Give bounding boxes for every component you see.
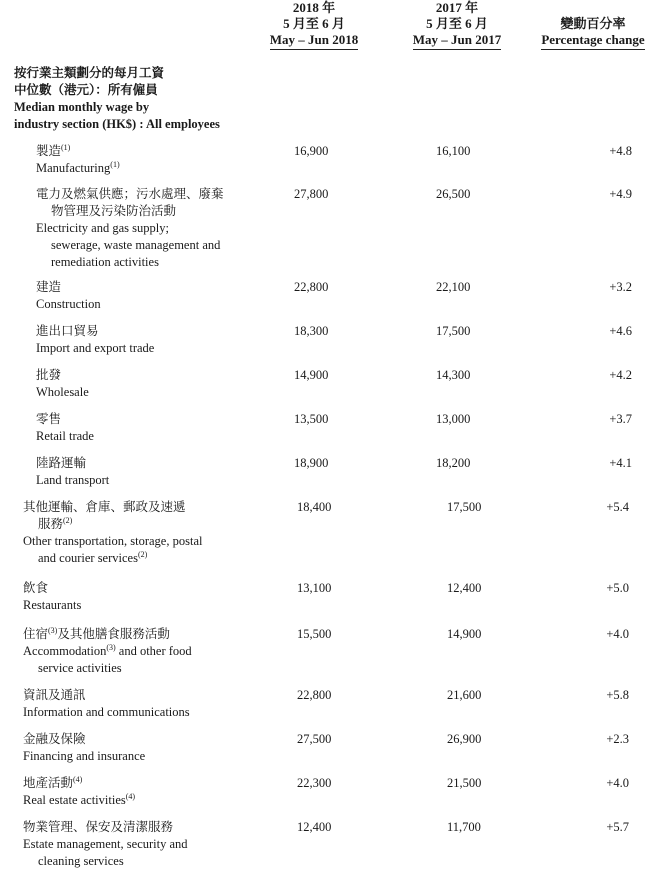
section-title-line: Median monthly wage by — [14, 100, 150, 114]
value-2017: 11,700 — [447, 820, 481, 834]
header-2017-months: 5 月至 6 月 — [426, 16, 488, 31]
row-label-en: Estate management, security and — [23, 837, 188, 851]
row-label-en: Electricity and gas supply; — [36, 221, 169, 235]
percentage-change: +3.7 — [609, 412, 632, 426]
row-label-en: Retail trade — [36, 429, 94, 443]
row-label-en: and courier services — [38, 551, 138, 565]
row-label-en: Land transport — [36, 473, 110, 487]
row-label-zh: 地產活動 — [23, 776, 74, 790]
value-2017: 17,500 — [447, 500, 482, 514]
value-2018: 18,900 — [294, 456, 329, 470]
header-2017-english: May – Jun 2017 — [413, 32, 501, 50]
row-label-en: Restaurants — [23, 598, 82, 612]
row-label-zh: 物業管理、保安及清潔服務 — [23, 820, 174, 834]
section-title-line: 按行業主類劃分的每月工資 — [14, 66, 165, 80]
row-label-en: Accommodation — [23, 644, 107, 658]
header-2018-english: May – Jun 2018 — [270, 32, 358, 50]
row-label-zh: 飲食 — [23, 581, 49, 595]
value-2018: 16,900 — [294, 144, 329, 158]
value-2017: 17,500 — [436, 324, 471, 338]
percentage-change: +5.7 — [606, 820, 629, 834]
footnote-marker: (3) — [106, 642, 116, 652]
section-title-line: industry section (HK$) : All employees — [14, 117, 220, 131]
value-2018: 14,900 — [294, 368, 329, 382]
value-2018: 13,100 — [297, 581, 332, 595]
column-header-percentage — [530, 16, 656, 50]
value-2017: 16,100 — [436, 144, 471, 158]
percentage-change: +4.8 — [609, 144, 632, 158]
percentage-change: +4.0 — [606, 627, 629, 641]
row-label-en: cleaning services — [38, 854, 124, 868]
footnote-marker: (1) — [61, 142, 71, 152]
percentage-change: +3.2 — [609, 280, 632, 294]
value-2017: 21,500 — [447, 776, 482, 790]
value-2018: 27,500 — [297, 732, 332, 746]
header-2017-year: 2017 年 — [435, 0, 479, 15]
row-label-en: remediation activities — [51, 255, 159, 269]
header-2018-year: 2018 年 — [292, 0, 336, 15]
row-label-en: Import and export trade — [36, 341, 155, 355]
header-pct-english: Percentage change — [541, 32, 644, 50]
column-header-2017 — [394, 0, 520, 50]
row-label-zh: 零售 — [36, 412, 62, 426]
footnote-marker: (2) — [137, 549, 148, 559]
header-2018-months: 5 月至 6 月 — [283, 16, 345, 31]
row-label-en: and other food — [115, 644, 192, 658]
value-2018: 27,800 — [294, 187, 329, 201]
row-label-zh: 陸路運輸 — [36, 456, 87, 470]
row-label-en: Real estate activities — [23, 793, 126, 807]
percentage-change: +4.1 — [609, 456, 632, 470]
value-2018: 12,400 — [297, 820, 332, 834]
row-label-zh: 物管理及污染防治活動 — [51, 204, 177, 218]
value-2018: 18,400 — [297, 500, 332, 514]
value-2017: 21,600 — [447, 688, 482, 702]
value-2017: 14,300 — [436, 368, 471, 382]
percentage-change: +2.3 — [606, 732, 629, 746]
percentage-change: +5.8 — [606, 688, 629, 702]
row-label-zh: 進出口貿易 — [36, 324, 99, 338]
footnote-marker: (4) — [73, 774, 83, 784]
value-2018: 18,300 — [294, 324, 329, 338]
percentage-change: +4.2 — [609, 368, 632, 382]
row-label-zh: 建造 — [36, 280, 62, 294]
footnote-marker: (3) — [48, 625, 58, 635]
column-header-2018 — [246, 0, 382, 50]
row-label-zh: 住宿 — [23, 627, 49, 641]
value-2018: 22,300 — [297, 776, 332, 790]
value-2018: 22,800 — [294, 280, 329, 294]
percentage-change: +4.9 — [609, 187, 632, 201]
value-2017: 26,900 — [447, 732, 482, 746]
row-label-zh: 金融及保險 — [23, 732, 86, 746]
value-2017: 12,400 — [447, 581, 482, 595]
section-title — [14, 65, 220, 133]
percentage-change: +4.0 — [606, 776, 629, 790]
row-label-en: service activities — [38, 661, 122, 675]
row-label-en: Other transportation, storage, postal — [23, 534, 203, 548]
row-label-zh: 其他運輸、倉庫、郵政及速遞 — [23, 500, 186, 514]
row-label-zh: 資訊及通訊 — [23, 688, 86, 702]
value-2017: 13,000 — [436, 412, 471, 426]
row-label-zh: 製造 — [36, 144, 62, 158]
footnote-marker: (1) — [110, 159, 120, 169]
percentage-change: +4.6 — [609, 324, 632, 338]
row-label-en: Manufacturing — [36, 161, 111, 175]
value-2017: 18,200 — [436, 456, 471, 470]
row-label-en: Financing and insurance — [23, 749, 146, 763]
value-2017: 26,500 — [436, 187, 471, 201]
row-label-en: Information and communications — [23, 705, 190, 719]
row-label-zh: 及其他膳食服務活動 — [57, 627, 170, 641]
value-2017: 22,100 — [436, 280, 471, 294]
footnote-marker: (2) — [63, 515, 73, 525]
header-pct-chinese: 變動百分率 — [560, 16, 626, 31]
section-title-line: 中位數（港元）：所有僱員 — [14, 83, 158, 97]
value-2018: 15,500 — [297, 627, 332, 641]
footnote-marker: (4) — [125, 791, 136, 801]
value-2018: 22,800 — [297, 688, 332, 702]
value-2018: 13,500 — [294, 412, 329, 426]
row-label-en: Wholesale — [36, 385, 89, 399]
row-label-zh: 電力及燃氣供應；污水處理、廢棄 — [36, 187, 224, 201]
percentage-change: +5.0 — [606, 581, 629, 595]
value-2017: 14,900 — [447, 627, 482, 641]
percentage-change: +5.4 — [606, 500, 629, 514]
row-label-zh: 服務 — [38, 517, 64, 531]
row-label-en: sewerage, waste management and — [51, 238, 221, 252]
row-label-en: Construction — [36, 297, 101, 311]
row-label-zh: 批發 — [36, 368, 62, 382]
